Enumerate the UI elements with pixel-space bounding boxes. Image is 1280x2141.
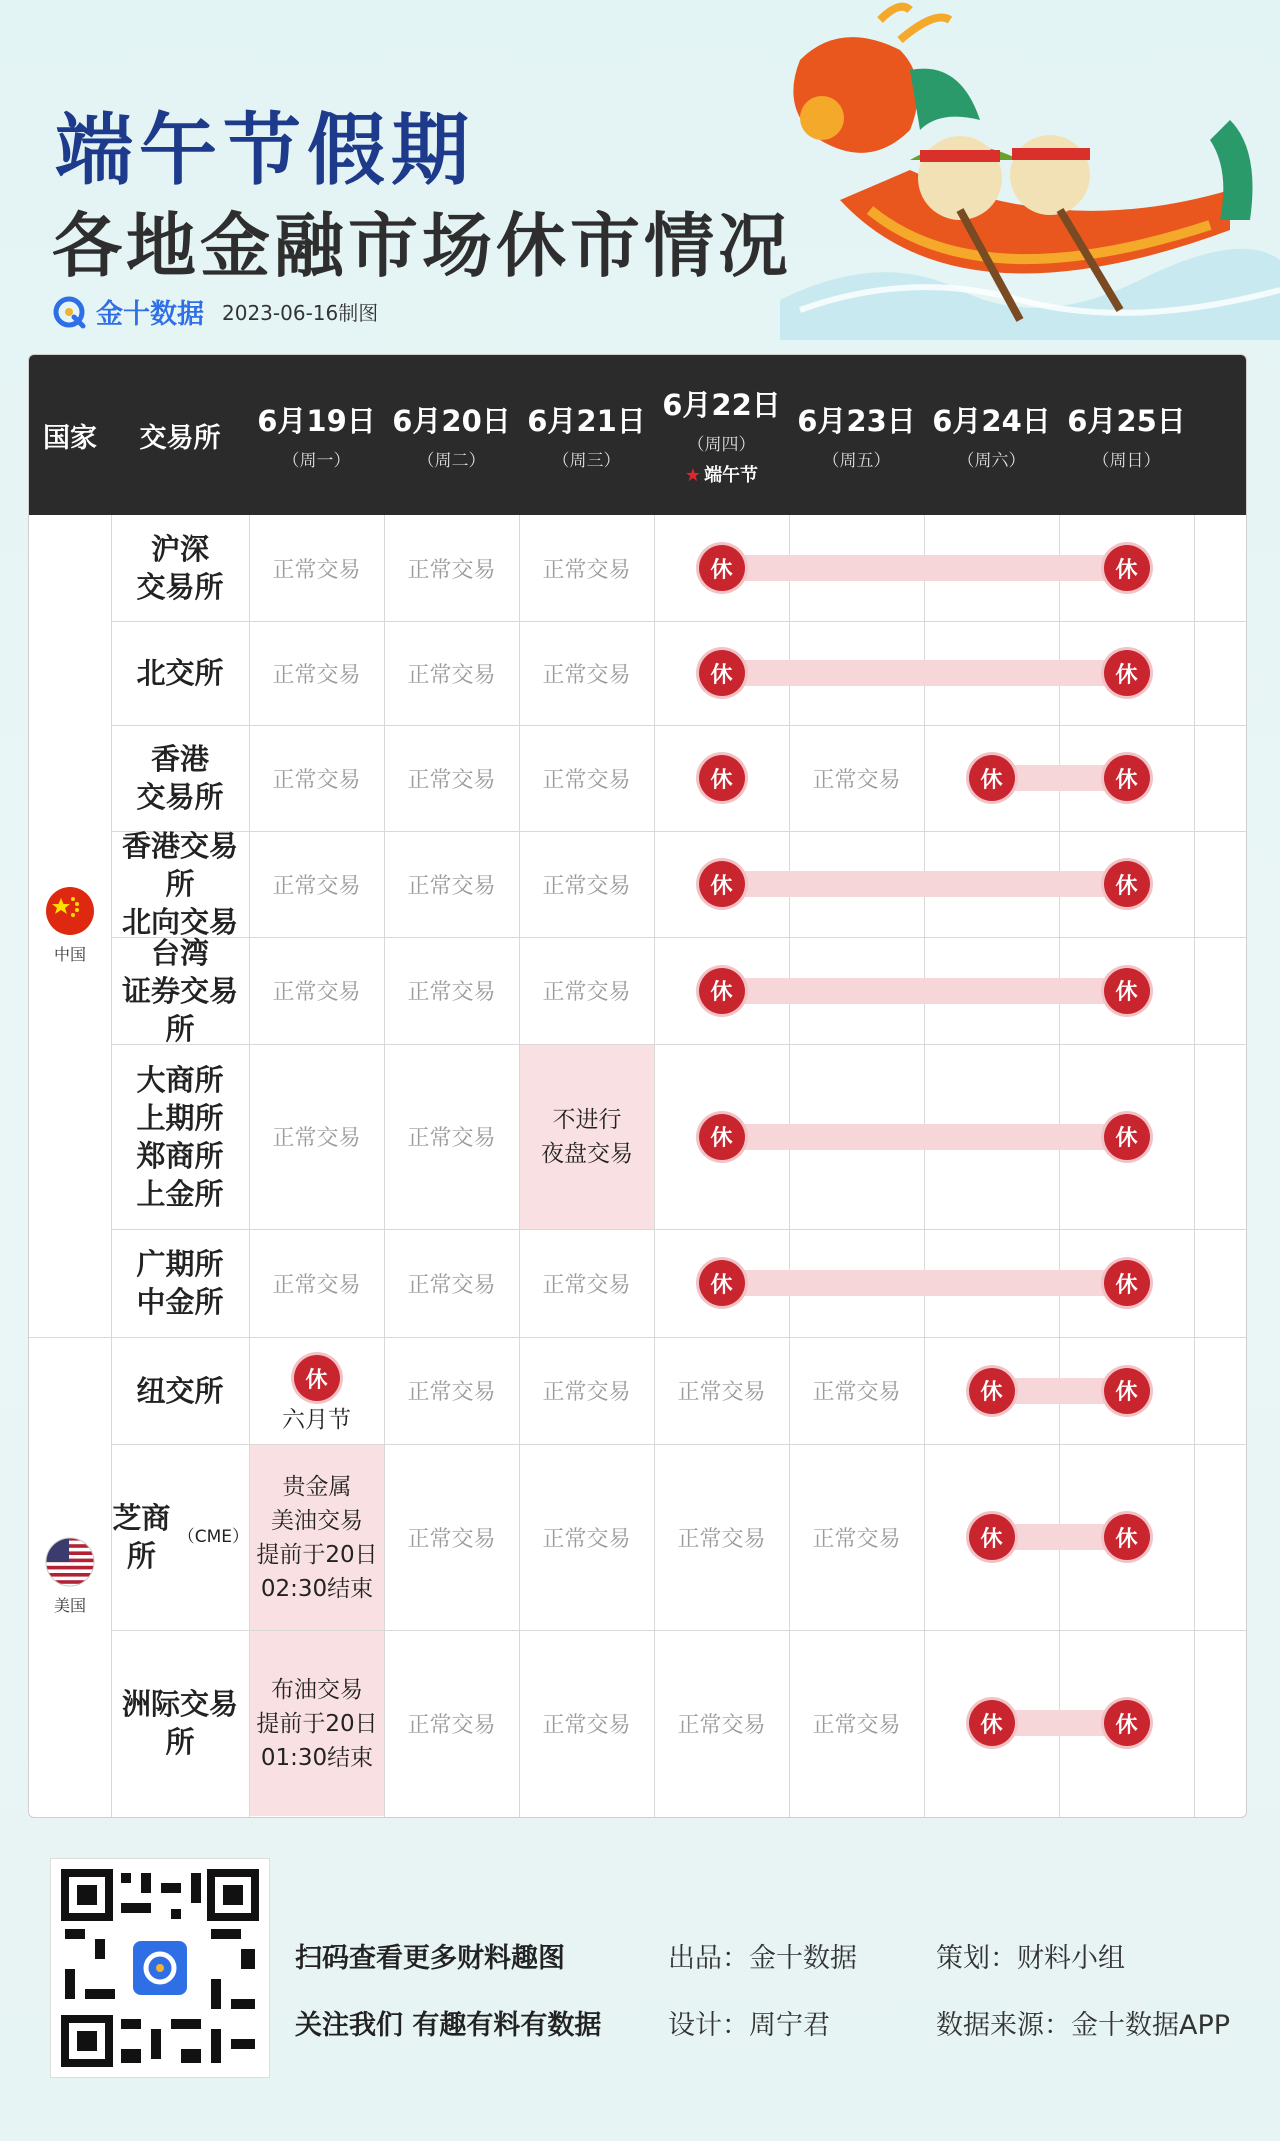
exchange-label: 香港交易所 北向交易 [121,829,238,939]
market-closure-table [28,354,1247,1818]
closed-badge: 休 [1104,545,1150,591]
header-date: 6月20日 [392,404,511,438]
source-credit: 数据来源：金十数据APP [936,2010,1231,2041]
exchange-label: 纽交所 [136,1373,224,1408]
normal-trading: 正常交易 [407,557,496,583]
header-weekday: （周一） [282,451,351,471]
normal-trading: 正常交易 [407,767,496,793]
exchange-label: 沪深 交易所 [136,532,224,604]
planner-credit: 策划：财料小组 [936,1943,1125,1974]
closed-badge: 休 [699,545,745,591]
closed-badge: 休 [1104,861,1150,907]
exchange-name [111,725,249,831]
normal-trading: 正常交易 [272,1126,361,1151]
producer-credit: 出品：金十数据 [668,1943,857,1974]
closed-badge: 休 [969,1514,1015,1560]
closed-badge: 休 [1104,1114,1150,1160]
exchange-name [111,831,249,937]
country-label: 美国 [53,1596,86,1615]
scan-text: 扫码查看更多财料趣图 [295,1943,565,1974]
header-date: 6月22日 [662,388,781,422]
closed-badge: 休 [699,968,745,1014]
closed-badge: 休 [699,650,745,696]
closed-badge: 休 [1104,650,1150,696]
normal-trading: 正常交易 [677,1380,766,1405]
closed-badge: 休 [969,755,1015,801]
special-trading-note: 布油交易 提前于20日 01:30结束 [250,1631,384,1816]
header-weekday: （周四） [687,435,756,455]
closed-badge: 休 [1104,1368,1150,1414]
star-icon: ★ [684,465,702,486]
date-note: 2023-06-16制图 [222,301,379,325]
normal-trading: 正常交易 [407,1272,496,1298]
grid-vline [924,515,925,1817]
table-header [29,355,1246,515]
header-day-3 [519,355,654,515]
closure-bar [702,978,1147,1004]
header-day-7 [1059,355,1194,515]
china-flag-icon [45,886,95,936]
closed-badge: 休 [1104,1514,1150,1560]
exchange-label: 北交所 [136,656,224,690]
exchange-label: 香港 交易所 [136,742,224,814]
header-exchange: 交易所 [139,422,221,454]
normal-trading: 正常交易 [677,1712,766,1738]
title-line2: 各地金融市场休市情况 [52,205,792,287]
header-day-5 [789,355,924,515]
closed-badge: 休 [1104,1700,1150,1746]
exchange-label: 台湾 证券交易所 [121,935,238,1046]
grid-vline [1059,515,1060,1817]
normal-trading: 正常交易 [812,1526,901,1552]
brand-name: 金十数据 [96,299,204,330]
country-china [29,886,111,965]
normal-trading: 正常交易 [272,1272,361,1298]
normal-trading: 正常交易 [812,767,901,793]
closure-bar [702,1270,1147,1296]
footer [0,1828,1280,2141]
closed-badge: 休 [294,1355,340,1401]
exchange-name [111,1229,249,1337]
normal-trading: 正常交易 [272,980,361,1005]
header-weekday: （周二） [417,451,486,471]
closure-bar [702,555,1147,581]
exchange-label: 芝商所 [112,1501,171,1573]
special-trading-note: 贵金属 美油交易 提前于20日 02:30结束 [250,1445,384,1630]
closed-badge: 休 [699,1260,745,1306]
normal-trading: 正常交易 [272,662,361,688]
normal-trading: 正常交易 [542,557,631,583]
closed-badge: 休 [1104,1260,1150,1306]
header-weekday: （周三） [552,451,621,471]
header-weekday: （周五） [822,451,891,471]
exchange-name [111,1444,249,1630]
header-date: 6月21日 [527,404,646,438]
exchange-name [111,1630,249,1816]
closed-badge: 休 [699,755,745,801]
normal-trading: 正常交易 [812,1712,901,1738]
normal-trading: 正常交易 [542,1272,631,1298]
title-line1: 端午节假期 [55,106,476,196]
country-usa [29,1537,111,1616]
header-day-6 [924,355,1059,515]
usa-flag-icon [45,1537,95,1587]
closure-bar [702,1124,1147,1150]
closed-badge: 休 [969,1368,1015,1414]
normal-trading: 正常交易 [407,662,496,688]
closed-badge: 休 [699,861,745,907]
exchange-label: 大商所 上期所 郑商所 上金所 [136,1062,224,1211]
header-country: 国家 [43,422,97,454]
country-label: 中国 [53,945,86,964]
exchange-name [111,1044,249,1229]
header-day-1 [249,355,384,515]
normal-trading: 正常交易 [542,1526,631,1552]
exchange-name [111,937,249,1044]
normal-trading: 正常交易 [407,873,496,899]
exchange-name [111,621,249,725]
normal-trading: 正常交易 [542,767,631,793]
grid-vline [1246,515,1247,1817]
normal-trading: 正常交易 [407,1380,496,1405]
normal-trading: 正常交易 [272,557,361,583]
exchange-label: 广期所 中金所 [136,1247,224,1319]
header-date: 6月23日 [797,404,916,438]
exchange-name [111,1337,249,1444]
exchange-sub-label: （CME） [177,1527,249,1547]
normal-trading: 正常交易 [812,1380,901,1405]
normal-trading: 正常交易 [542,1380,631,1405]
normal-trading: 正常交易 [407,1126,496,1151]
normal-trading: 正常交易 [542,980,631,1005]
header-weekday: （周六） [957,451,1026,471]
closed-badge: 休 [699,1114,745,1160]
follow-text: 关注我们 有趣有料有数据 [295,2010,602,2041]
grid-vline [1194,515,1195,1817]
holiday-note: 六月节 [282,1407,351,1433]
normal-trading: 正常交易 [407,980,496,1005]
brand-logo-icon [52,295,86,329]
dragon-boat-illustration [760,0,1280,340]
header-date: 6月25日 [1067,404,1186,438]
normal-trading: 正常交易 [272,767,361,793]
normal-trading: 正常交易 [407,1712,496,1738]
normal-trading: 正常交易 [677,1526,766,1552]
normal-trading: 正常交易 [542,662,631,688]
special-trading-note: 不进行 夜盘交易 [520,1045,654,1229]
header-date: 6月24日 [932,404,1051,438]
holiday-label: 端午节 [704,465,759,486]
normal-trading: 正常交易 [542,1712,631,1738]
normal-trading: 正常交易 [272,873,361,899]
normal-trading: 正常交易 [407,1526,496,1552]
closed-badge: 休 [969,1700,1015,1746]
closure-bar [702,871,1147,897]
closed-badge: 休 [1104,755,1150,801]
qr-code-icon[interactable] [50,1858,270,2078]
header-day-2 [384,355,519,515]
normal-trading: 正常交易 [542,873,631,899]
header-weekday: （周日） [1092,451,1161,471]
brand-row [52,292,378,331]
header-holiday [685,461,758,487]
closure-bar [702,660,1147,686]
exchange-name [111,515,249,621]
header-date: 6月19日 [257,404,376,438]
exchange-label: 洲际交易所 [121,1687,238,1759]
header-day-4 [654,355,789,515]
designer-credit: 设计：周宁君 [668,2010,830,2041]
closed-badge: 休 [1104,968,1150,1014]
